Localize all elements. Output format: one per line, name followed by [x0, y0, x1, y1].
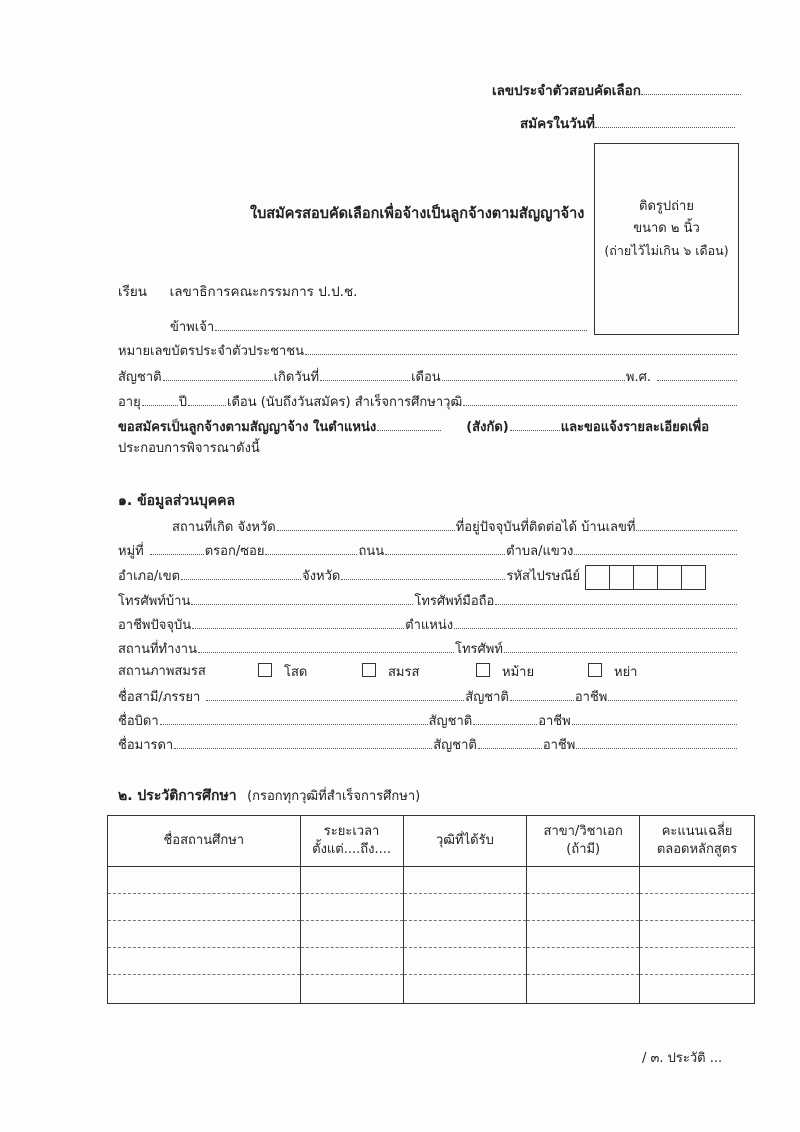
mother-name-input[interactable]: [174, 736, 432, 749]
father-occupation-label: อาชีพ: [538, 714, 571, 729]
subdistrict-input[interactable]: [574, 542, 737, 555]
table-header-row: [108, 816, 755, 867]
marital-option-single[interactable]: [258, 663, 307, 682]
spouse-nationality-input[interactable]: [510, 688, 574, 701]
district-input[interactable]: [181, 567, 301, 580]
photo-box[interactable]: [594, 143, 739, 335]
birth-day-input[interactable]: [320, 368, 410, 381]
district-label: อำเภอ/เขต: [118, 569, 181, 584]
table-cell[interactable]: [300, 975, 403, 1004]
home-phone-input[interactable]: [191, 592, 413, 605]
table-row: [108, 921, 755, 948]
workplace-row: [118, 640, 738, 659]
nationality-input[interactable]: [163, 368, 273, 381]
details-label: และขอแจ้งรายละเอียดเพื่อ: [560, 420, 710, 435]
birth-year-input[interactable]: [657, 368, 737, 381]
spouse-occupation-input[interactable]: [608, 688, 737, 701]
checkbox-icon[interactable]: [588, 663, 602, 677]
marital-option-widowed[interactable]: [476, 663, 534, 682]
phone-row: [118, 592, 738, 611]
father-label: ชื่อบิดา: [118, 714, 159, 729]
birthplace-row: [172, 518, 738, 537]
section1-heading: ๑. ข้อมูลส่วนบุคคล: [118, 493, 236, 509]
road-label: ถนน: [358, 544, 385, 559]
mother-occupation-label: อาชีพ: [542, 738, 576, 753]
section2-note: (กรอกทุกวุฒิที่สำเร็จการศึกษา): [247, 789, 421, 804]
nationality-label: สัญชาติ: [118, 370, 162, 385]
section2-heading: ๒. ประวัติการศึกษา: [118, 788, 237, 804]
workplace-input[interactable]: [198, 640, 454, 653]
postcode-cell[interactable]: [610, 566, 634, 589]
affiliation-label: (สังกัด): [466, 420, 509, 435]
spouse-nationality-label: สัญชาติ: [465, 690, 509, 705]
name-input[interactable]: [215, 318, 587, 331]
col-major: สาขา/วิชาเอก (ถ้ามี): [527, 816, 640, 867]
option-label: สมรส: [388, 665, 420, 680]
spouse-name-input[interactable]: [206, 688, 464, 701]
workplace-label: สถานที่ทำงาน: [118, 642, 197, 657]
subdistrict-label: ตำบล/แขวง: [506, 544, 574, 559]
mother-label: ชื่อมารดา: [118, 738, 174, 753]
id-card-row: [118, 342, 738, 361]
applied-date-field[interactable]: [520, 115, 735, 133]
home-phone-label: โทรศัพท์บ้าน: [118, 594, 191, 609]
salutation: [118, 283, 357, 301]
id-card-label: หมายเลขบัตรประจำตัวประชาชน: [118, 344, 304, 359]
father-nationality-label: สัญชาติ: [428, 714, 473, 729]
father-row: [118, 712, 738, 731]
intro-continuation: ประกอบการพิจารณาดังนี้: [118, 441, 260, 456]
postcode-label: รหัสไปรษณีย์: [506, 569, 580, 584]
work-phone-input[interactable]: [504, 640, 737, 653]
table-cell[interactable]: [527, 948, 640, 975]
marital-option-married[interactable]: [362, 663, 419, 682]
postcode-cell[interactable]: [658, 566, 682, 589]
road-input[interactable]: [385, 542, 505, 555]
applicant-id-field[interactable]: [492, 82, 741, 100]
birthplace-input[interactable]: [277, 518, 455, 531]
province-label: จังหวัด: [302, 569, 341, 584]
year-label: ปี: [178, 395, 187, 410]
postcode-cell[interactable]: [682, 566, 705, 589]
birth-month-label: เดือน: [411, 370, 441, 385]
table-row: [108, 948, 755, 975]
mobile-input[interactable]: [495, 592, 737, 605]
id-card-input[interactable]: [305, 342, 737, 355]
spouse-row: [118, 688, 738, 707]
mother-occupation-input[interactable]: [576, 736, 737, 749]
address-row: [118, 542, 738, 561]
table-row: [108, 975, 755, 1004]
marital-status-row: [118, 663, 206, 681]
job-position-input[interactable]: [454, 616, 737, 629]
table-cell[interactable]: [640, 975, 755, 1004]
col-period: ระยะเวลา ตั้งแต่....ถึง....: [300, 816, 403, 867]
nationality-birth-row: [118, 368, 738, 387]
district-row: [118, 567, 580, 586]
table-cell[interactable]: [300, 948, 403, 975]
soi-label: ตรอก/ซอย: [204, 544, 265, 559]
table-cell[interactable]: [403, 867, 527, 894]
salutation-label: เรียน: [118, 284, 148, 300]
name-label: ข้าพเจ้า: [170, 320, 215, 335]
birth-month-input[interactable]: [442, 368, 625, 381]
apply-position-label: ขอสมัครเป็นลูกจ้างตามสัญญาจ้าง ในตำแหน่ง: [118, 420, 377, 435]
salutation-recipient: เลขาธิการคณะกรรมการ ป.ป.ช.: [169, 284, 358, 300]
table-cell[interactable]: [108, 921, 301, 948]
photo-line2: ขนาด ๒ นิ้ว: [633, 221, 700, 236]
father-name-input[interactable]: [160, 712, 428, 725]
address-label: ที่อยู่ปัจจุบันที่ติดต่อได้ บ้านเลขที่: [455, 520, 636, 535]
occupation-row: [118, 616, 738, 635]
col-degree: วุฒิที่ได้รับ: [403, 816, 527, 867]
table-cell[interactable]: [108, 948, 301, 975]
father-nationality-input[interactable]: [473, 712, 537, 725]
table-cell[interactable]: [640, 948, 755, 975]
name-row: [170, 318, 588, 337]
table-cell[interactable]: [403, 948, 527, 975]
age-label: อายุ: [118, 395, 141, 410]
photo-line3: (ถ่ายไว้ไม่เกิน ๖ เดือน): [604, 243, 729, 258]
table-cell[interactable]: [527, 921, 640, 948]
table-row: [108, 894, 755, 921]
table-cell[interactable]: [527, 867, 640, 894]
checkbox-icon[interactable]: [476, 663, 490, 677]
table-cell[interactable]: [108, 867, 301, 894]
marital-label: สถานภาพสมรส: [118, 664, 206, 679]
age-months-input[interactable]: [188, 393, 226, 406]
marital-option-divorced[interactable]: [588, 663, 638, 682]
applicant-id-input[interactable]: [641, 82, 741, 95]
table-cell[interactable]: [300, 867, 403, 894]
province-input[interactable]: [341, 567, 505, 580]
age-years-input[interactable]: [142, 393, 178, 406]
form-title: ใบสมัครสอบคัดเลือกเพื่อจ้างเป็นลูกจ้างตามสัญญาจ้าง: [250, 206, 585, 222]
checkbox-icon[interactable]: [362, 663, 376, 677]
table-cell[interactable]: [640, 921, 755, 948]
affiliation-input[interactable]: [510, 418, 560, 431]
position-label: ตำแหน่ง: [405, 618, 454, 633]
education-table: [107, 815, 755, 1004]
table-cell[interactable]: [403, 975, 527, 1004]
checkbox-icon[interactable]: [258, 663, 272, 677]
option-label: โสด: [284, 665, 308, 680]
soi-input[interactable]: [265, 542, 357, 555]
birth-day-label: เกิดวันที่: [273, 370, 320, 385]
postcode-cell[interactable]: [634, 566, 658, 589]
table-cell[interactable]: [640, 894, 755, 921]
photo-line1: ติดรูปถ่าย: [639, 199, 694, 214]
option-label: หม้าย: [502, 665, 535, 680]
postcode-cell[interactable]: [586, 566, 610, 589]
table-cell[interactable]: [108, 975, 301, 1004]
option-label: หย่า: [614, 665, 638, 680]
table-cell[interactable]: [403, 921, 527, 948]
spouse-occupation-label: อาชีพ: [574, 690, 608, 705]
applied-date-input[interactable]: [595, 115, 735, 128]
section2-heading-row: [118, 785, 420, 807]
table-cell[interactable]: [527, 975, 640, 1004]
birthplace-label: สถานที่เกิด จังหวัด: [172, 520, 276, 535]
page-continuation: / ๓. ประวัติ ...: [642, 1051, 723, 1066]
apply-position-row: [118, 418, 738, 437]
table-row: [108, 867, 755, 894]
education-label: เดือน (นับถึงวันสมัคร) สำเร็จการศึกษาวุฒิ: [227, 395, 463, 410]
mother-nationality-label: สัญชาติ: [433, 738, 477, 753]
position-input[interactable]: [377, 418, 441, 431]
moo-label: หมู่ที่: [118, 544, 144, 559]
age-education-row: [118, 393, 738, 412]
table-cell[interactable]: [300, 894, 403, 921]
birth-year-label: พ.ศ.: [625, 370, 651, 385]
mother-row: [118, 736, 738, 755]
table-cell[interactable]: [403, 894, 527, 921]
applied-date-label: สมัครในวันที่: [520, 116, 595, 132]
table-cell[interactable]: [527, 894, 640, 921]
col-gpa: คะแนนเฉลี่ย ตลอดหลักสูตร: [640, 816, 755, 867]
table-cell[interactable]: [108, 894, 301, 921]
occupation-label: อาชีพปัจจุบัน: [118, 618, 192, 633]
occupation-input[interactable]: [192, 616, 404, 629]
mobile-label: โทรศัพท์มือถือ: [414, 594, 495, 609]
education-input[interactable]: [463, 393, 737, 406]
col-institution: ชื่อสถานศึกษา: [108, 816, 301, 867]
table-cell[interactable]: [300, 921, 403, 948]
mother-nationality-input[interactable]: [478, 736, 542, 749]
house-number-input[interactable]: [636, 518, 737, 531]
postcode-boxes[interactable]: [585, 565, 706, 590]
father-occupation-input[interactable]: [572, 712, 737, 725]
applicant-id-label: เลขประจำตัวสอบคัดเลือก: [492, 83, 641, 99]
table-cell[interactable]: [640, 867, 755, 894]
work-phone-label: โทรศัพท์: [454, 642, 503, 657]
spouse-label: ชื่อสามี/ภรรยา: [118, 690, 201, 705]
moo-input[interactable]: [150, 542, 204, 555]
